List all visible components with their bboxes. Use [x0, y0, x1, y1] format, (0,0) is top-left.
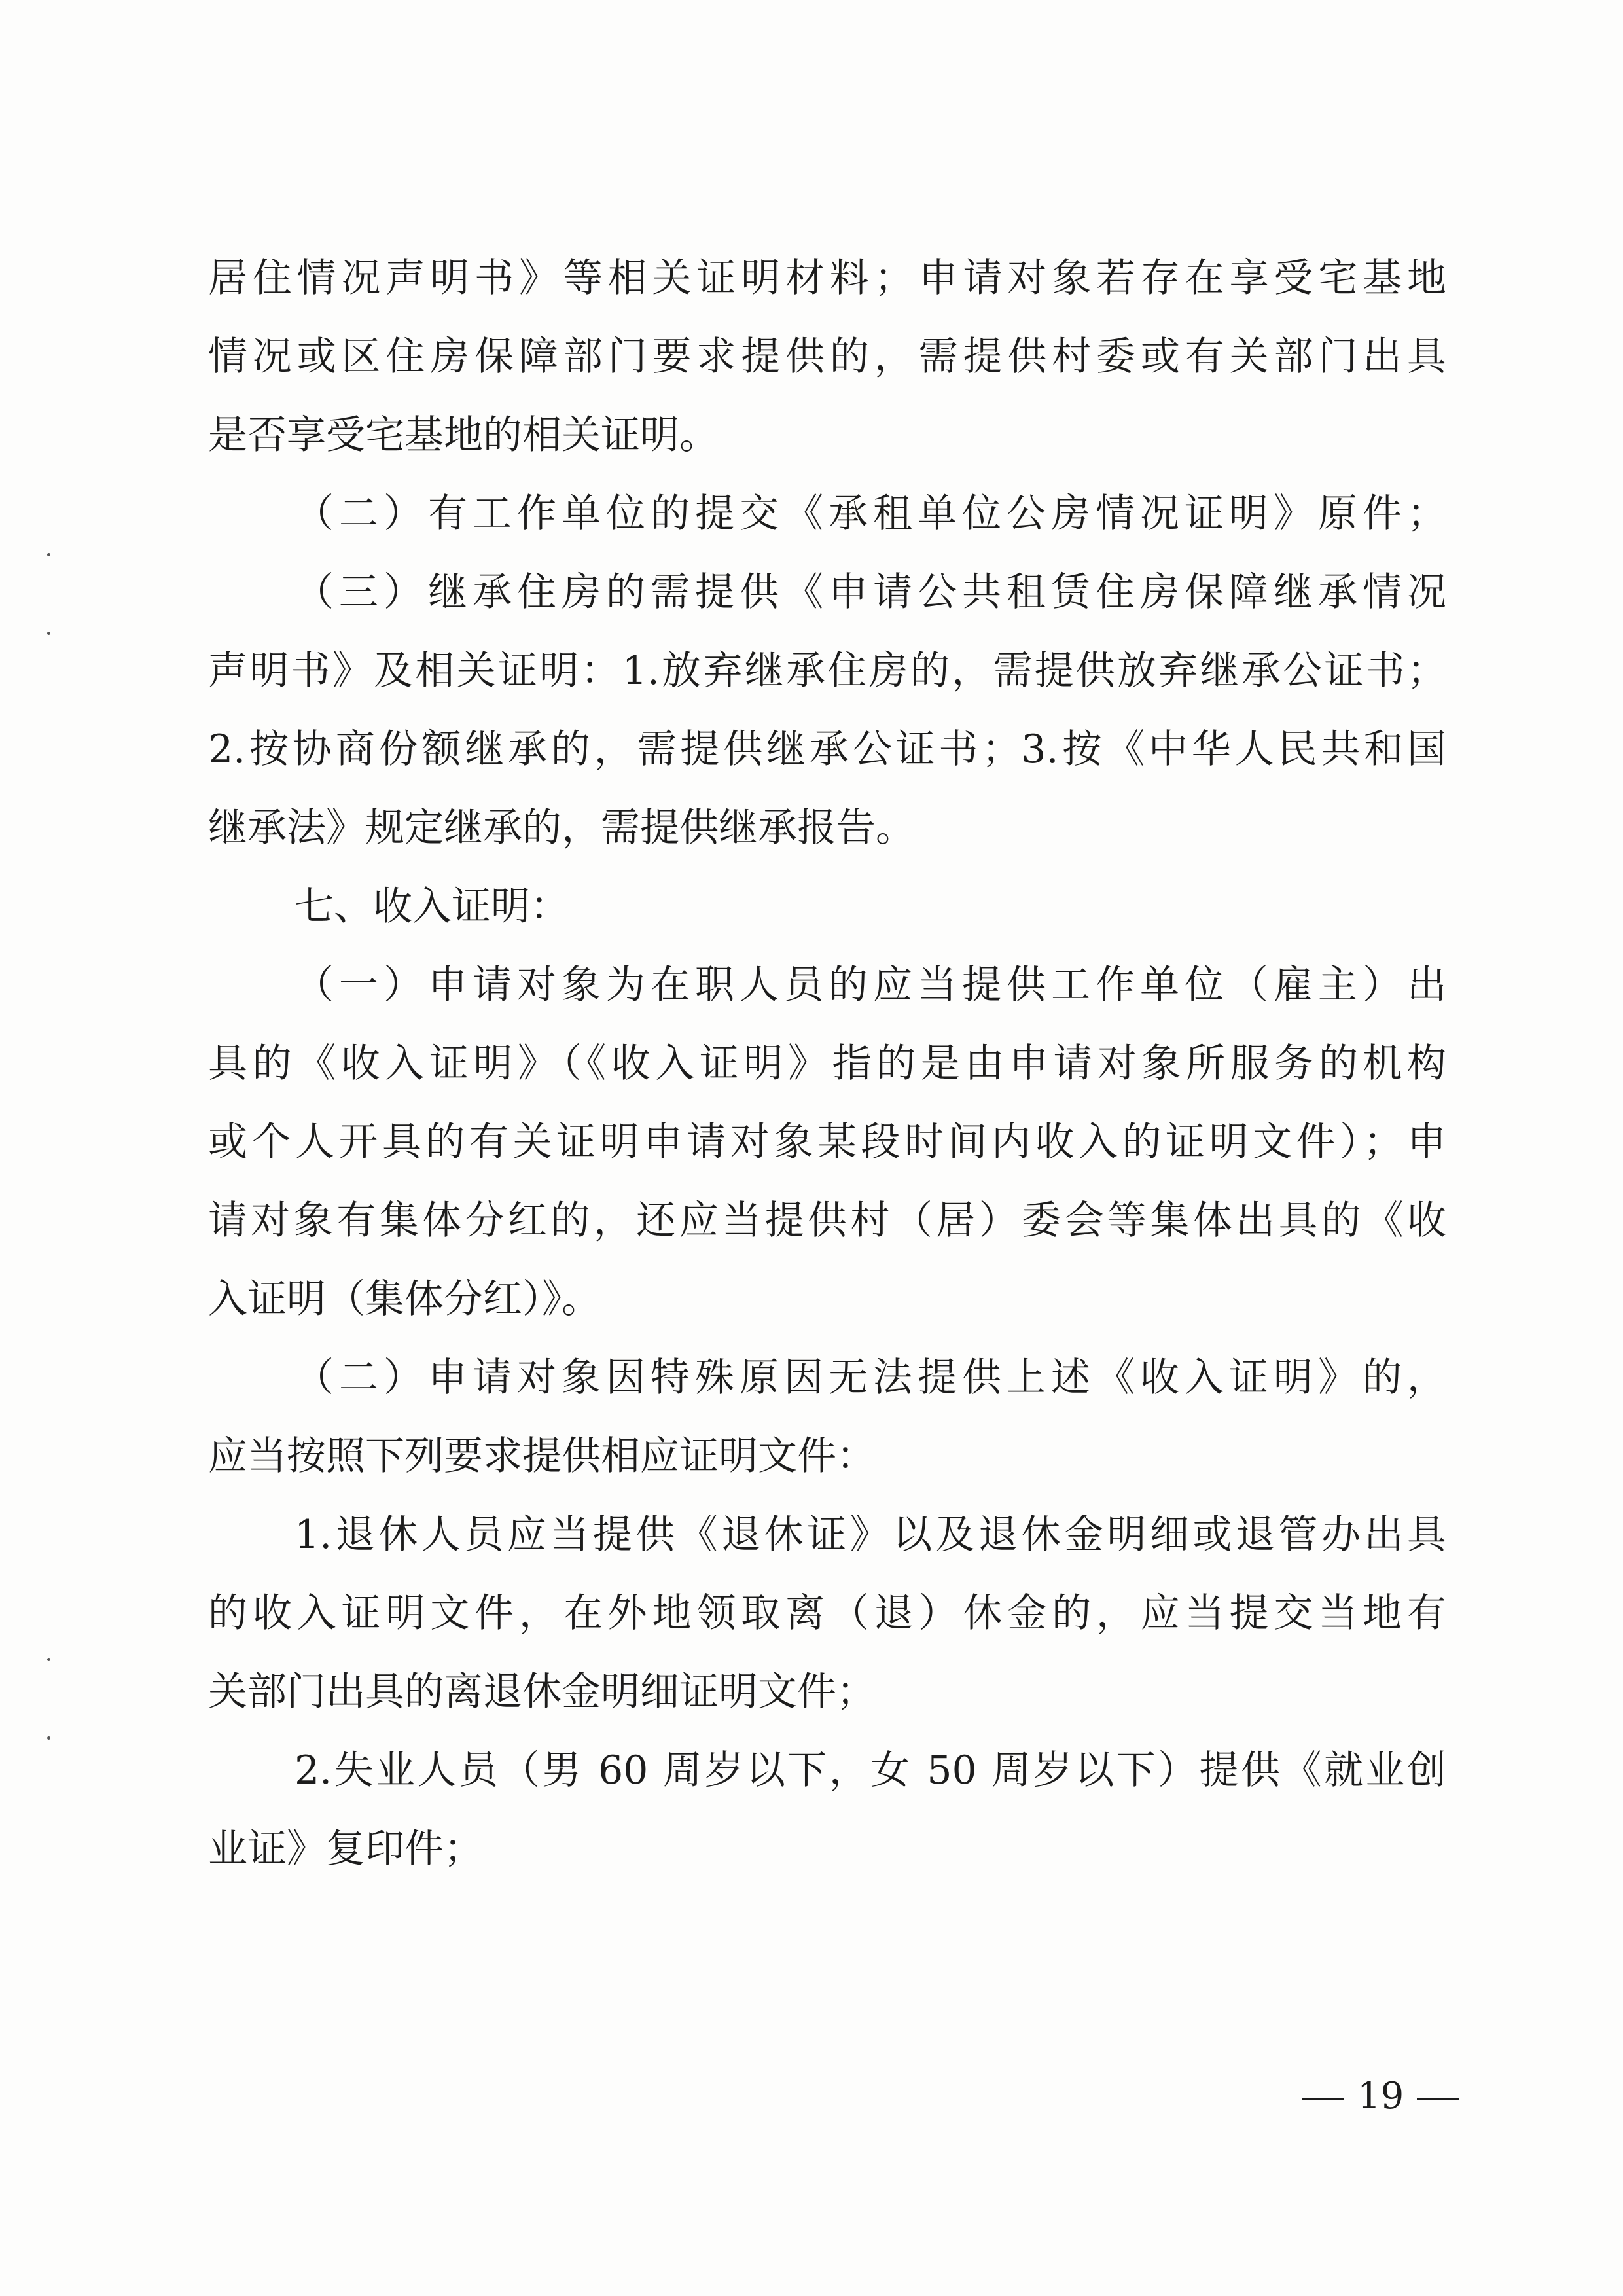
text-line: 应当按照下列要求提供相应证明文件：	[208, 1433, 876, 1479]
page-number: 19	[1357, 2075, 1404, 2117]
text-line: 声明书》及相关证明：1.放弃继承住房的，需提供放弃继承公证书；	[208, 648, 1446, 694]
text-line: 的收入证明文件，在外地领取离（退）休金的，应当提交当地有	[208, 1590, 1446, 1636]
dash-right	[1417, 2098, 1459, 2100]
text-line: （二）有工作单位的提交《承租单位公房情况证明》原件；	[294, 491, 1446, 537]
text-line: （一）申请对象为在职人员的应当提供工作单位（雇主）出	[294, 962, 1446, 1008]
dash-left	[1302, 2098, 1344, 2100]
text-line: 继承法》规定继承的，需提供继承报告。	[208, 805, 915, 851]
text-line: 请对象有集体分红的，还应当提供村（居）委会等集体出具的《收	[208, 1198, 1446, 1244]
text-line: 具的《收入证明》（《收入证明》指的是由申请对象所服务的机构	[208, 1041, 1446, 1086]
text-line: 情况或区住房保障部门要求提供的，需提供村委或有关部门出具	[208, 334, 1446, 380]
text-line: 关部门出具的离退休金明细证明文件；	[208, 1669, 876, 1715]
text-line: 入证明（集体分红）》。	[208, 1276, 601, 1322]
text-line: 居住情况声明书》等相关证明材料；申请对象若存在享受宅基地	[208, 255, 1446, 301]
text-line: 2.失业人员（男 60 周岁以下，女 50 周岁以下）提供《就业创	[294, 1748, 1446, 1793]
text-line: 2.按协商份额继承的，需提供继承公证书；3.按《中华人民共和国	[208, 726, 1446, 772]
text-line: 业证》复印件；	[208, 1826, 483, 1872]
text-line: 是否享受宅基地的相关证明。	[208, 412, 719, 458]
text-line: （三）继承住房的需提供《申请公共租赁住房保障继承情况	[294, 569, 1446, 615]
text-line: （二）申请对象因特殊原因无法提供上述《收入证明》的，	[294, 1355, 1446, 1401]
text-line: 或个人开具的有关证明申请对象某段时间内收入的证明文件）；申	[208, 1119, 1446, 1165]
section-heading: 七、收入证明：	[294, 884, 569, 929]
page-number-footer	[1302, 2067, 1453, 2126]
text-line: 1.退休人员应当提供《退休证》以及退休金明细或退管办出具	[294, 1512, 1446, 1558]
